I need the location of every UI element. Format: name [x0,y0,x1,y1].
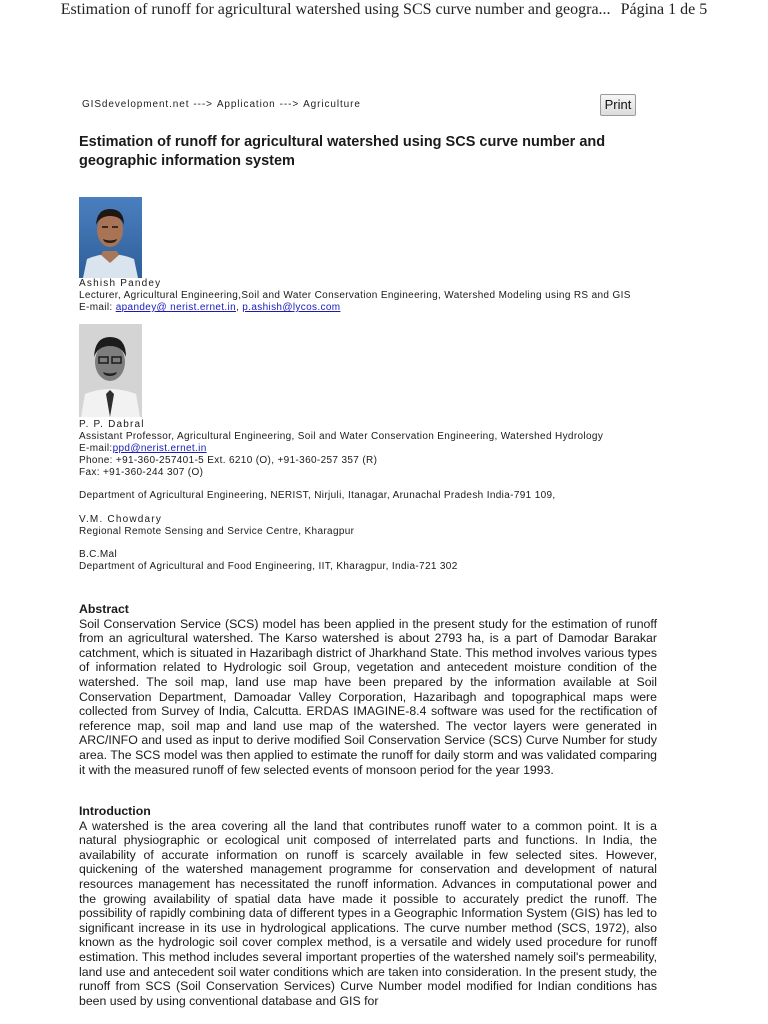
department: Department of Agricultural Engineering, NERIST, Nirjuli, Itanagar, Arunachal Pradesh India-791 109, [79,490,556,501]
print-header-title: Estimation of runoff for agricultural watershed using SCS curve number and geogra... [60,1,611,18]
coauthor-name: V.M. Chowdary [79,514,163,525]
breadcrumb-category-link[interactable]: Agriculture [303,99,361,110]
author-name: Ashish Pandey [79,278,162,289]
email-separator: , [236,302,240,313]
author-email-line [79,443,603,455]
email-label: E-mail: [79,302,113,313]
abstract-text: Soil Conservation Service (SCS) model has been applied in the present study for the estimation of runoff from an agricultural watershed. The Karso watershed is about 2793 ha, is a part of Damodar Barakar catchment, which is situated in Hazaribagh district of Jharkhand State. This method involves various types of information related to Hydrologic soil Group, vegetation and antecedent moisture condition of the watershed. The soil map, land use map have been prepared by the information available at Soil Conservation Department, Damoadar Valley Corporation, Hazaribagh and topographical maps were collected from Survey of India, Calcutta. ERDAS IMAGINE-8.4 software was used for the rectification of reference map, soil map and land use map of the watershed. The vector layers were generated in ARC/INFO and used as input to derive modified Soil Conservation Service (SCS) Curve Number for study area. The SCS model was then applied to estimate the runoff for daily storm and was validated comparing it with the measured runoff of few selected events of monsoon period for the year 1993. [79,616,657,777]
email-link[interactable]: apandey@ nerist.ernet.in [115,302,237,313]
abstract-section [79,602,657,777]
introduction-heading: Introduction [79,804,151,818]
print-button[interactable]: Print [600,94,636,116]
coauthor-block [79,549,458,573]
print-header [0,0,768,20]
breadcrumb-separator: ---> [279,99,300,110]
author-phone: Phone: +91-360-257401-5 Ext. 6210 (O), +91-360-257 357 (R) [79,455,378,466]
breadcrumb-section-link[interactable]: Application [216,99,276,110]
introduction-section [79,804,657,1008]
breadcrumb-site-link[interactable]: GISdevelopment.net [82,99,190,110]
coauthor-block [79,514,354,538]
introduction-text: A watershed is the area covering all the land that contributes runoff water to a common point. It is a natural physiographic or ecological unit composed of interrelated parts and functions. In India, the availability of accurate information on runoff is scarcely available in few selected sites. However, quickening of the watershed management programme for conservation and development of natural resources management has necessitated the runoff information. Advances in computational power and the growing availability of spatial data have made it possible to accurately predict the runoff. The possibility of rapidly combining data of different types in a Geographic Information System (GIS) has led to significant increase in its use in hydrological applications. The curve number method (SCS, 1972), also known as the hydrologic soil cover complex method, is a versatile and widely used procedure for runoff estimation. This method includes several important properties of the watershed namely soil's permeability, land use and antecedent soil water conditions which are taken into consideration. In the present study, the runoff from SCS (Soil Conservation Services) Curve Number model modified for Indian conditions has been used by using conventional database and GIS for [79,818,657,1008]
breadcrumb [82,99,361,110]
email-link[interactable]: ppd@nerist.ernet.in [112,443,207,454]
author-email-line [79,302,631,314]
coauthor-affiliation: Department of Agricultural and Food Engineering, IIT, Kharagpur, India-721 302 [79,561,458,572]
abstract-heading: Abstract [79,602,129,616]
author-position: Assistant Professor, Agricultural Engineering, Soil and Water Conservation Engineering, Watershed Hydrology [79,431,604,442]
author-fax: Fax: +91-360-244 307 (O) [79,467,204,478]
author-block [79,278,631,314]
article-title: Estimation of runoff for agricultural watershed using SCS curve number and geographic information system [79,134,606,169]
coauthor-affiliation: Regional Remote Sensing and Service Centre, Kharagpur [79,526,355,537]
coauthor-name: B.C.Mal [79,549,118,560]
author-photo [79,197,142,278]
author-name: P. P. Dabral [79,419,145,430]
author-block [79,419,603,479]
email-label: E-mail: [79,443,113,454]
breadcrumb-separator: ---> [193,99,213,110]
email-link[interactable]: p.ashish@lycos.com [242,302,341,313]
page-number: Página 1 de 5 [620,1,708,18]
author-photo [79,324,142,417]
author-position: Lecturer, Agricultural Engineering,Soil and Water Conservation Engineering, Watershed Modeling using RS and GIS [79,290,631,301]
